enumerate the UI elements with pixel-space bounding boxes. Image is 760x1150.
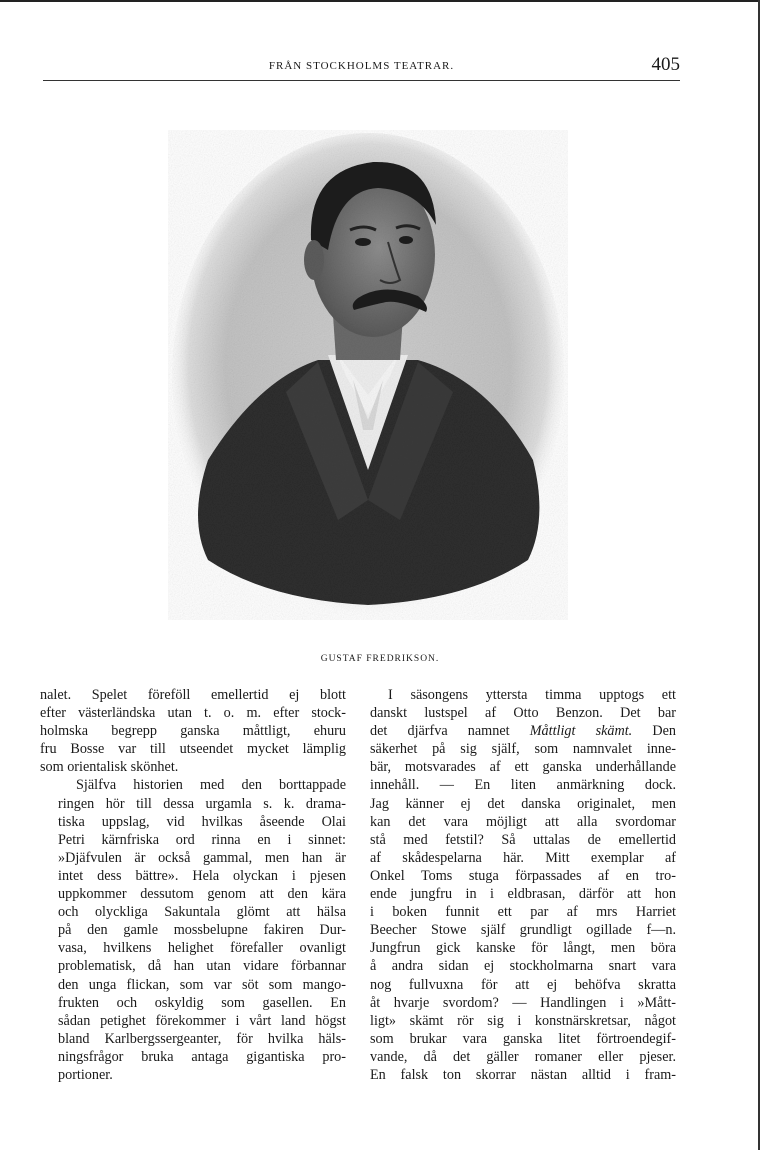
text-line: ningsfrågor bruka antaga gigantiska pro-	[58, 1048, 346, 1065]
text-line: vande, då det gäller romaner eller pjeser.	[370, 1048, 676, 1065]
paragraph-right-1	[370, 686, 676, 1084]
text-line: efter västerländska utan t. o. m. efter stock-	[40, 705, 346, 722]
text-line: I säsongens yttersta timma upptogs ett	[388, 687, 676, 703]
header-rule	[43, 80, 680, 81]
text-line: En falsk ton skorrar nästan alltid i fram-	[370, 1066, 676, 1083]
text-line: säkerhet på sig själf, som namnvalet inne-	[370, 741, 676, 758]
text-line: som orientalisk skönhet.	[40, 759, 179, 776]
paragraph-left-1	[40, 686, 346, 776]
text-line: ligt» skämt rör sig i konstnärskretsar, något	[370, 1012, 676, 1029]
text-line: portioner.	[58, 1066, 113, 1083]
text-line: innehåll. — En liten anmärkning dock.	[370, 777, 676, 794]
text-line: ringen hör till dessa urgamla s. k. drama-	[58, 795, 346, 812]
text-line: danskt lustspel af Otto Benzon. Det bar	[370, 705, 676, 722]
text-line: holmska begrepp ganska måttligt, ehuru	[40, 723, 346, 740]
text-column-right	[370, 686, 676, 1084]
text-line: af skådespelarna här. Mitt exemplar af	[370, 849, 676, 866]
text-line: »Djäfvulen är också gammal, men han är	[58, 849, 346, 866]
text-line: i boken funnit ett par af mrs Harriet	[370, 904, 676, 921]
text-column-left	[40, 686, 346, 1084]
portrait-photograph	[168, 130, 568, 620]
figure-caption: GUSTAF FREDRIKSON.	[320, 654, 440, 664]
paragraph-left-2	[40, 776, 346, 1084]
text-line: som brukar vara ganska litet förtroendegif-	[370, 1030, 676, 1047]
text-line: nalet. Spelet föreföll emellertid ej blott	[40, 687, 346, 703]
text-line: åt hvarje svordom? — Handlingen i »Mått-	[370, 994, 676, 1011]
text-line: kan det vara möjligt att alla svordomar	[370, 813, 676, 830]
text-line: intet dess bättre». Hela olyckan i pjesen	[58, 867, 346, 884]
text-line: bland Karlbergssergeanter, för hvilka häls-	[58, 1030, 346, 1047]
text-line: på den gamle mossbelupne fakiren Dur-	[58, 922, 346, 939]
text-line: Petri kärnfriska ord rinna en i sinnet:	[58, 831, 346, 848]
text-line: den unga flickan, som var söt som mango-	[58, 976, 346, 993]
text-line: Jungfrun gick kanske för långt, men böra	[370, 940, 676, 957]
page-number: 405	[651, 54, 680, 75]
text-fragment: det djärfva namnet	[370, 723, 510, 740]
text-line: nog fullvuxna för att ej behöfva skratta	[370, 976, 676, 993]
text-line: fru Bosse var till utseendet mycket lämplig	[40, 741, 346, 758]
text-line: tiska uppslag, vid hvilkas åseende Olai	[58, 813, 346, 830]
text-line: Själfva historien med den borttappade	[76, 777, 346, 794]
text-line: stå med fetstil? Så uttalas de emellertid	[370, 831, 676, 848]
text-line: och olyckliga Sakuntala glömt att hälsa	[58, 904, 346, 921]
scan-edge-top	[0, 0, 760, 2]
text-line: Beecher Stowe själf grundligt ogillade f—n.	[370, 922, 676, 939]
text-line: problematisk, då han utan vidare förbannar	[58, 958, 346, 975]
text-line: vasa, hvilkens helighet förefaller ovanligt	[58, 940, 346, 957]
text-line: å andra sidan ej stockholmarna snart vara	[370, 958, 676, 975]
running-head	[43, 54, 680, 82]
text-line: ende jungfru in i eldbrasan, därför att hon	[370, 886, 676, 903]
running-title: FRÅN STOCKHOLMS TEATRAR.	[268, 60, 455, 72]
text-line: bär, motsvarades af ett ganska underhållande	[370, 759, 676, 776]
text-fragment: Den	[652, 723, 677, 740]
text-line: uppkommer dessutom genom att den kära	[58, 886, 346, 903]
play-title-italic: Måttligt skämt.	[529, 723, 633, 740]
text-line	[370, 722, 676, 740]
text-line: Jag känner ej det danska originalet, men	[370, 795, 676, 812]
text-line: Onkel Toms stuga förpassades af en tro-	[370, 867, 676, 884]
text-line: sådan petighet förekommer i vårt land högst	[58, 1012, 346, 1029]
text-line: frukten och oskyldig som gasellen. En	[58, 994, 346, 1011]
